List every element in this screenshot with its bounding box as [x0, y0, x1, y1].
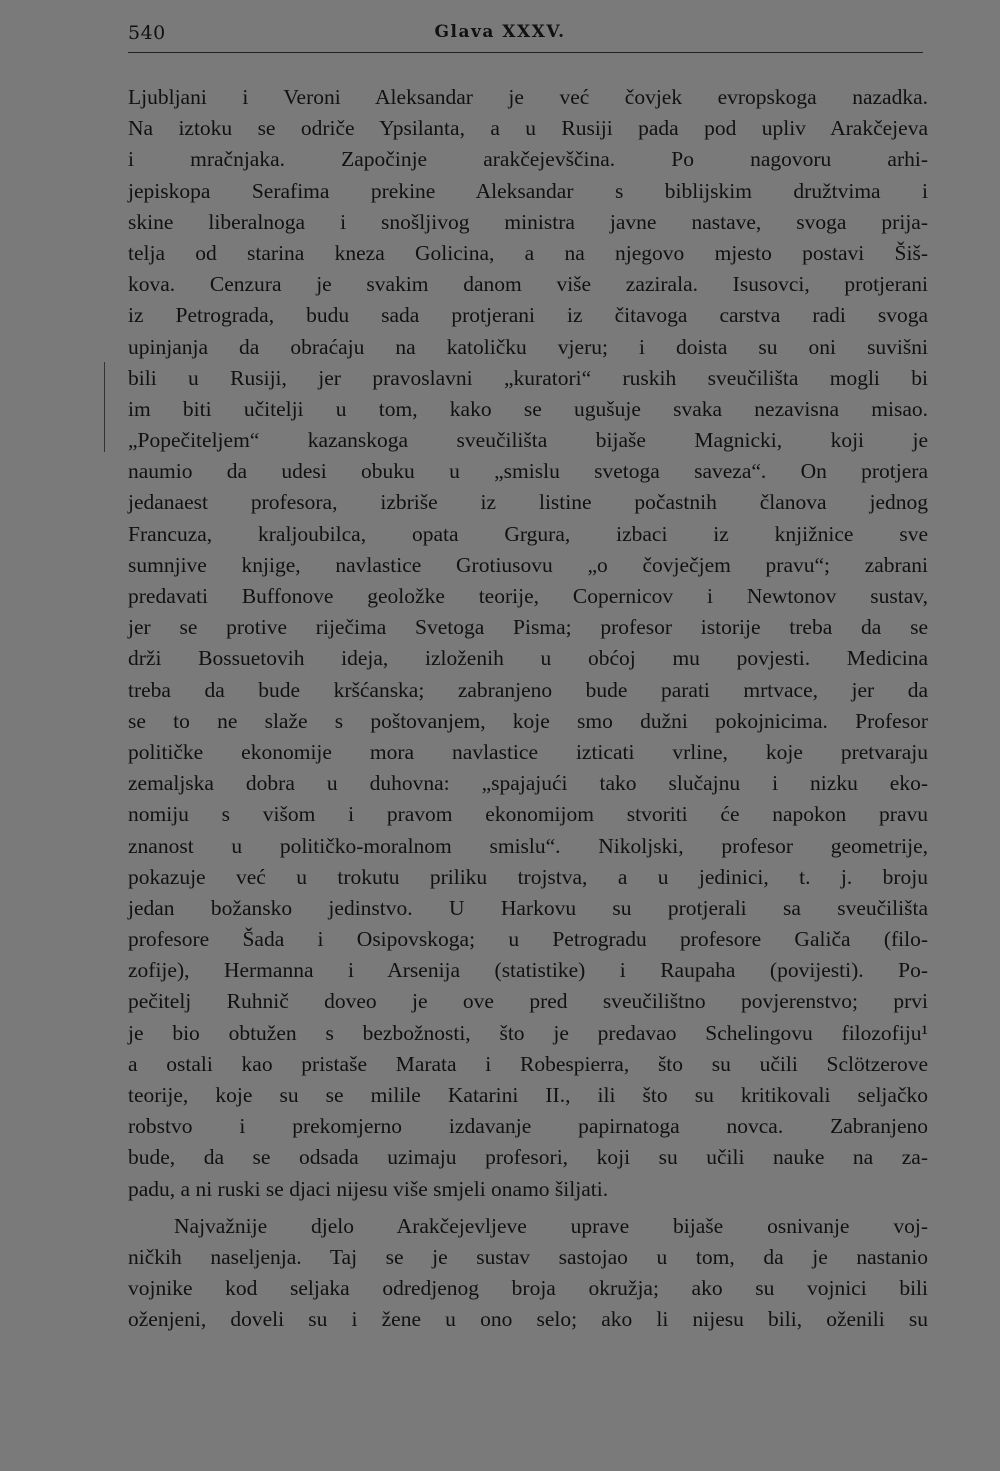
- page-number: 540: [128, 22, 166, 44]
- text-line: pečitelj Ruhnič doveo je ove pred sveučilištno povjerenstvo; prvi: [128, 989, 928, 1014]
- text-line: upinjanja da obraćaju na katoličku vjeru; i doista su oni suvišni: [128, 334, 928, 359]
- text-line: teorije, koje su se milile Katarini II., ili što su kritikovali seljačko: [128, 1083, 928, 1107]
- text-line: a ostali kao pristaše Marata i Robespierra, što su učili Sclötzerove: [128, 1051, 928, 1076]
- text-line: zemaljska dobra u duhovna: „spajajući tako slučajnu i nizku eko-: [128, 771, 928, 796]
- text-line: nomiju s višom i pravom ekonomijom stvoriti će napokon pravu: [128, 802, 928, 827]
- text-line: političke ekonomije mora navlastice izticati vrline, koje pretvaraju: [128, 739, 928, 764]
- text-line: drži Bossuetovih ideja, izloženih u obćoj mu povjesti. Medicina: [128, 646, 928, 671]
- text-line: bili u Rusiji, jer pravoslavni „kuratori“ ruskih sveučilišta mogli bi: [128, 365, 928, 390]
- text-line: naumio da udesi obuku u „smislu svetoga saveza“. On protjera: [128, 459, 928, 484]
- text-line: zofije), Hermanna i Arsenija (statistike) i Raupaha (povijesti). Po-: [128, 958, 928, 983]
- paragraph-2: [128, 1211, 928, 1336]
- text-line: pokazuje već u trokutu priliku trojstva, a u jedinici, t. j. broju: [128, 864, 928, 889]
- text-line: ničkih naseljenja. Taj se je sustav sastojao u tom, da je nastanio: [128, 1244, 928, 1269]
- paragraph-1: [128, 82, 928, 1205]
- text-line: Na iztoku se odriče Ypsilanta, a u Rusiji pada pod upliv Arakčejeva: [128, 116, 928, 141]
- text-line: kova. Cenzura je svakim danom više zazirala. Isusovci, protjerani: [128, 272, 928, 297]
- text-line: bude, da se odsada uzimaju profesori, koji su učili nauke na za-: [128, 1145, 928, 1170]
- text-line: jedanaest profesora, izbriše iz listine počastnih članova jednog: [128, 490, 928, 515]
- text-line: i mračnjaka. Započinje arakčejevščina. Po nagovoru arhi-: [128, 147, 928, 172]
- text-line: „Popečiteljem“ kazanskoga sveučilišta bijaše Magnicki, koji je: [128, 428, 928, 453]
- text-line: Najvažnije djelo Arakčejevljeve uprave bijaše osnivanje voj-: [174, 1213, 928, 1238]
- text-line: padu, a ni ruski se djaci nijesu više smjeli onamo šiljati.: [128, 1176, 609, 1201]
- text-line: Ljubljani i Veroni Aleksandar je već čovjek evropskoga nazadka.: [128, 85, 928, 109]
- text-line: iz Petrograda, budu sada protjerani iz čitavoga carstva radi svoga: [128, 303, 928, 328]
- text-line: oženjeni, doveli su i žene u ono selo; ako li nijesu bili, oženili su: [128, 1307, 928, 1332]
- header-rule: [128, 52, 923, 53]
- text-line: sumnjive knjige, navlastice Grotiusovu „o čovječjem pravu“; zabrani: [128, 552, 928, 577]
- text-line: robstvo i prekomjerno izdavanje papirnatoga novca. Zabranjeno: [128, 1114, 928, 1139]
- text-line: vojnike kod seljaka odredjenog broja okružja; ako su vojnici bili: [128, 1276, 928, 1301]
- text-line: skine liberalnoga i snošljivog ministra javne nastave, svoga prija-: [128, 209, 928, 234]
- text-line: jedan božansko jedinstvo. U Harkovu su protjerali sa sveučilišta: [128, 895, 928, 920]
- text-line: znanost u političko-moralnom smislu“. Nikoljski, profesor geometrije,: [128, 833, 928, 858]
- text-line: je bio obtužen s bezbožnosti, što je predavao Schelingovu filozofiju¹: [128, 1020, 928, 1045]
- running-head: Glava XXXV.: [434, 22, 566, 42]
- text-line: profesore Šada i Osipovskoga; u Petrogradu profesore Galiča (filo-: [128, 927, 928, 952]
- text-line: predavati Buffonove geoložke teorije, Copernicov i Newtonov sustav,: [128, 584, 928, 608]
- margin-mark: [104, 362, 107, 452]
- text-body: [128, 82, 928, 1336]
- text-line: telja od starina kneza Golicina, a na njegovo mjesto postavi Šiš-: [128, 240, 928, 265]
- text-line: jer se protive riječima Svetoga Pisma; profesor istorije treba da se: [128, 615, 928, 640]
- text-line: treba da bude kršćanska; zabranjeno bude parati mrtvace, jer da: [128, 677, 928, 702]
- text-line: se to ne slaže s poštovanjem, koje smo dužni pokojnicima. Profesor: [128, 708, 928, 733]
- text-line: Francuza, kraljoubilca, opata Grgura, izbaci iz knjižnice sve: [128, 521, 928, 546]
- text-line: jepiskopa Serafima prekine Aleksandar s biblijskim družtvima i: [128, 178, 928, 203]
- text-line: im biti učitelji u tom, kako se ugušuje svaka nezavisna misao.: [128, 396, 928, 421]
